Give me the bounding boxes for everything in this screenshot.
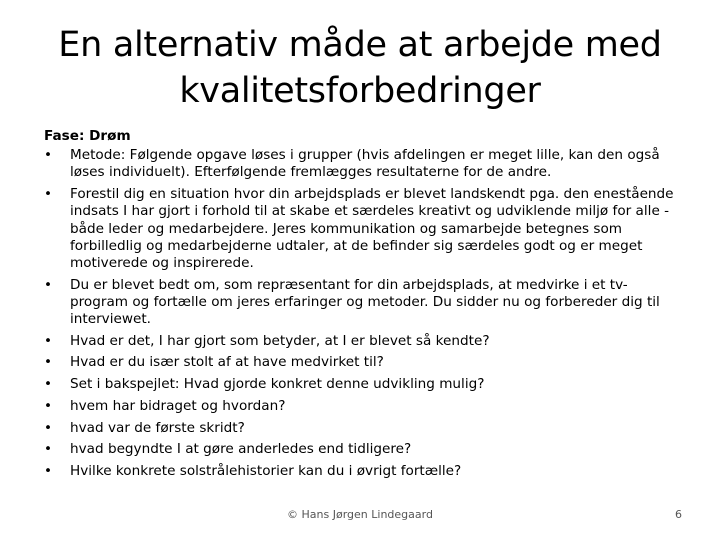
- bullet-icon: •: [44, 186, 53, 203]
- bullet-icon: •: [44, 441, 53, 458]
- bullet-item: [44, 186, 684, 272]
- bullet-text: hvad var de første skridt?: [70, 419, 245, 436]
- bullet-text: Forestil dig en situation hvor din arbejdsplads er blevet landskendt pga. den enestående indsats I har gjort i forhold til at skabe et særdeles kreativt og udviklende miljø for alle - både leder og medarbejdere. Jeres kommunikation og samarbejde betegnes som forbilledlig og medarbejderne udtaler, at de befinder sig særdeles godt og er meget motiverede og inspirerede.: [70, 186, 674, 271]
- bullet-icon: •: [44, 276, 53, 293]
- bullet-text: Hvad er du især stolt af at have medvirket til?: [70, 354, 384, 371]
- phase-label: Fase: Drøm: [44, 128, 131, 144]
- bullet-item: [44, 398, 684, 415]
- bullet-list: [44, 147, 684, 480]
- bullet-icon: •: [44, 376, 53, 393]
- bullet-icon: •: [44, 462, 53, 479]
- bullet-icon: •: [44, 419, 53, 436]
- bullet-item: [44, 277, 684, 329]
- bullet-text: Hvilke konkrete solstrålehistorier kan du i øvrigt fortælle?: [70, 462, 462, 479]
- bullet-item: [44, 463, 684, 480]
- slide-content: [44, 128, 684, 485]
- bullet-item: [44, 354, 684, 371]
- bullet-item: [44, 376, 684, 393]
- bullet-item: [44, 441, 684, 458]
- bullet-text: Hvad er det, I har gjort som betyder, at I er blevet så kendte?: [70, 332, 490, 349]
- bullet-text: hvad begyndte I at gøre anderledes end tidligere?: [70, 441, 412, 458]
- bullet-text: Set i bakspejlet: Hvad gjorde konkret denne udvikling mulig?: [70, 376, 485, 393]
- bullet-item: [44, 333, 684, 350]
- bullet-item: [44, 420, 684, 437]
- bullet-item: [44, 147, 684, 181]
- bullet-icon: •: [44, 332, 53, 349]
- footer-copyright: © Hans Jørgen Lindegaard: [287, 508, 433, 521]
- bullet-icon: •: [44, 397, 53, 414]
- page-number: 6: [675, 508, 682, 521]
- bullet-icon: •: [44, 147, 53, 164]
- bullet-icon: •: [44, 354, 53, 371]
- bullet-text: Du er blevet bedt om, som repræsentant for din arbejdsplads, at medvirke i et tv-program og fortælle om jeres erfaringer og metoder. Du sidder nu og forbereder dig til interviewet.: [70, 276, 660, 328]
- bullet-text: Metode: Følgende opgave løses i grupper (hvis afdelingen er meget lille, kan den også løses individuelt). Efterfølgende fremlægges resultaterne for de andre.: [70, 147, 660, 181]
- slide-title: En alternativ måde at arbejde med kvalitetsforbedringer: [58, 25, 662, 111]
- bullet-text: hvem har bidraget og hvordan?: [70, 397, 286, 414]
